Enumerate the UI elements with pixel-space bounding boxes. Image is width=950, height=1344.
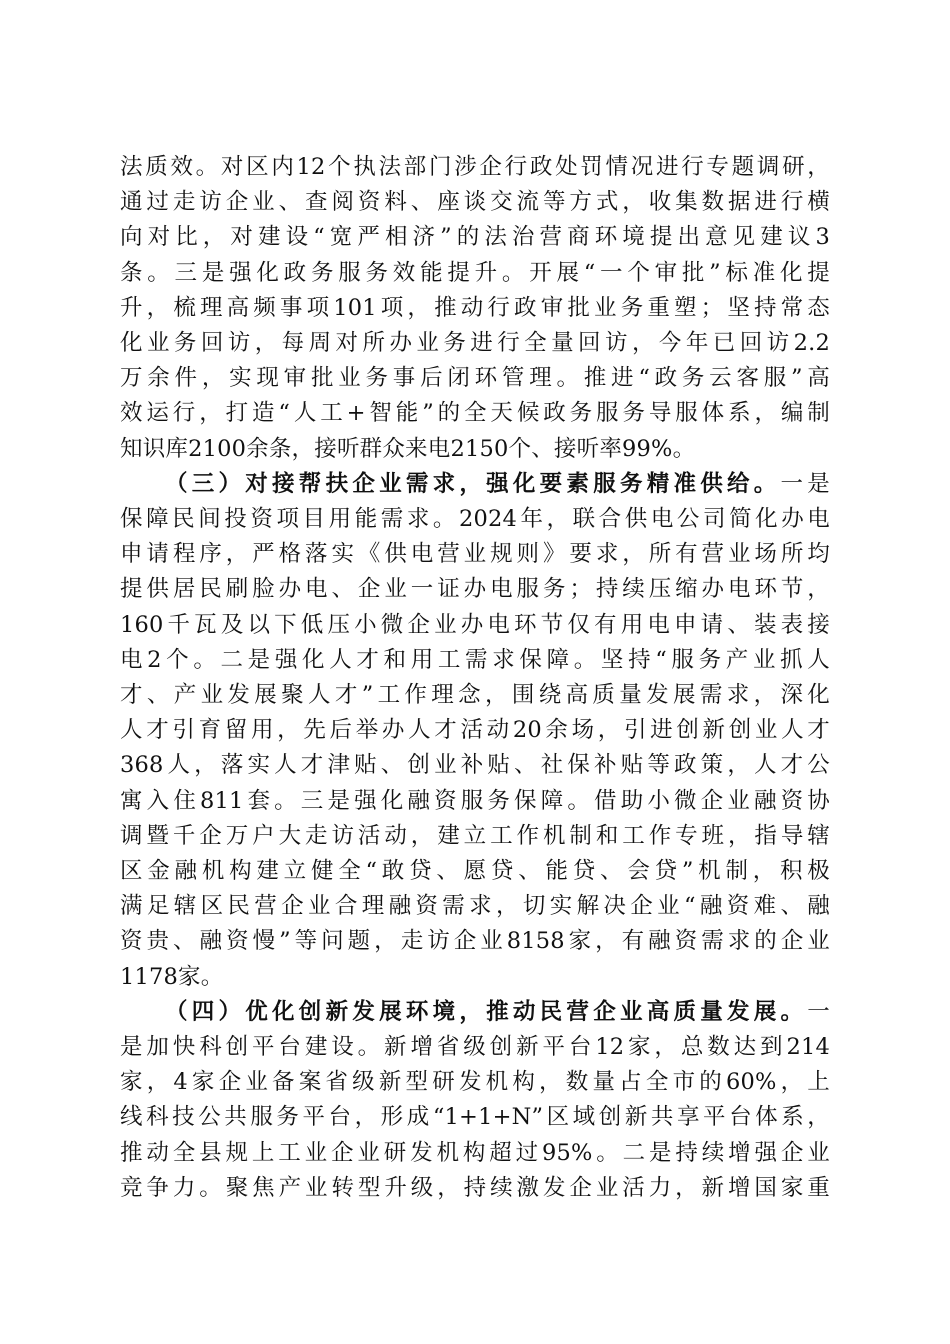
text-line: 160千瓦及以下低压小微企业办电环节仅有用电申请、装表接 bbox=[120, 611, 830, 638]
text-line: 提供居民刷脸办电、企业一证办电服务；持续压缩办电环节， bbox=[120, 576, 830, 603]
text-line: 推动全县规上工业企业研发机构超过95%。二是持续增强企业 bbox=[120, 1139, 830, 1166]
text-line: 寓入住811套。三是强化融资服务保障。借助小微企业融资协 bbox=[120, 787, 830, 814]
text-line: 人才引育留用，先后举办人才活动20余场，引进创新创业人才 bbox=[120, 717, 830, 744]
text-line: 条。三是强化政务服务效能提升。开展“一个审批”标准化提 bbox=[120, 259, 830, 286]
text-line: 万余件，实现审批业务事后闭环管理。推进“政务云客服”高 bbox=[120, 365, 830, 392]
text-line: 化业务回访，每周对所办业务进行全量回访，今年已回访2.2 bbox=[120, 330, 830, 357]
paragraph-3 bbox=[120, 995, 830, 1206]
paragraph-2 bbox=[120, 467, 830, 995]
text-line: 申请程序，严格落实《供电营业规则》要求，所有营业场所均 bbox=[120, 541, 830, 568]
document-page bbox=[120, 150, 830, 1206]
text-line: 法质效。对区内12个执法部门涉企行政处罚情况进行专题调研， bbox=[120, 154, 830, 180]
paragraph-first-line bbox=[120, 995, 830, 1030]
text-line: 效运行，打造“人工+智能”的全天候政务服务导服体系，编制 bbox=[120, 400, 830, 427]
text-line: 通过走访企业、查阅资料、座谈交流等方式，收集数据进行横 bbox=[120, 189, 830, 216]
text-line: 满足辖区民营企业合理融资需求，切实解决企业“融资难、融 bbox=[120, 893, 830, 920]
text-line: 区金融机构建立健全“敢贷、愿贷、能贷、会贷”机制，积极 bbox=[120, 858, 830, 885]
text-line: 是加快科创平台建设。新增省级创新平台12家，总数达到214 bbox=[120, 1034, 830, 1061]
text-line: 家，4家企业备案省级新型研发机构，数量占全市的60%，上 bbox=[120, 1069, 830, 1096]
text-line: 调暨千企万户大走访活动，建立工作机制和工作专班，指导辖 bbox=[120, 822, 830, 849]
text-line: 竞争力。聚焦产业转型升级，持续激发企业活力，新增国家重 bbox=[120, 1174, 830, 1201]
paragraph-first-line bbox=[120, 467, 830, 502]
text-line: 368人，落实人才津贴、创业补贴、社保补贴等政策，人才公 bbox=[120, 752, 830, 779]
text-run: 一 bbox=[807, 998, 830, 1025]
text-line: 资贵、融资慢”等问题，走访企业8158家，有融资需求的企业 bbox=[120, 928, 830, 955]
text-line: 1178家。 bbox=[120, 963, 224, 990]
section-heading: （三）对接帮扶企业需求，强化要素服务精准供给。 bbox=[165, 470, 781, 497]
paragraph-1 bbox=[120, 150, 830, 467]
text-line: 向对比，对建设“宽严相济”的法治营商环境提出意见建议3 bbox=[120, 224, 830, 251]
text-line: 知识库2100余条，接听群众来电2150个、接听率99%。 bbox=[120, 435, 696, 462]
text-line: 保障民间投资项目用能需求。2024年，联合供电公司简化办电 bbox=[120, 506, 830, 533]
section-heading: （四）优化创新发展环境，推动民营企业高质量发展。 bbox=[165, 998, 808, 1025]
text-line: 升，梳理高频事项101项，推动行政审批业务重塑；坚持常态 bbox=[120, 294, 830, 321]
text-line: 才、产业发展聚人才”工作理念，围绕高质量发展需求，深化 bbox=[120, 682, 830, 709]
text-line: 电2个。二是强化人才和用工需求保障。坚持“服务产业抓人 bbox=[120, 646, 830, 673]
text-line: 线科技公共服务平台，形成“1+1+N”区域创新共享平台体系， bbox=[120, 1104, 830, 1131]
text-run: 一是 bbox=[780, 470, 830, 497]
